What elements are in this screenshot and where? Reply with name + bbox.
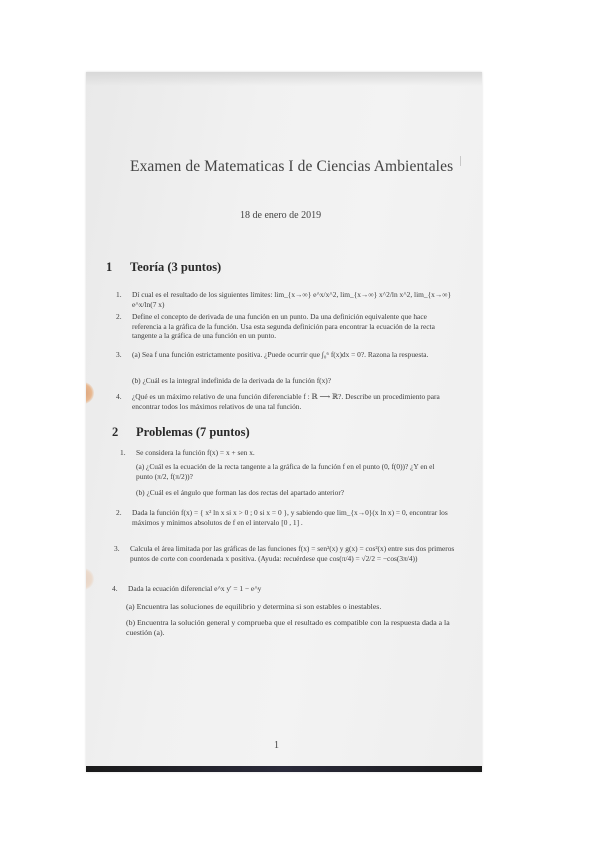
s1-item-3: 3. (a) Sea f una función estrictamente positiva. ¿Puede ocurrir que ∫₀⁶ f(x)dx = 0?. Razona la respuesta. (b) ¿Cuál es la integral indefinida de la derivada de la función f(x)? bbox=[116, 350, 456, 390]
margin-mark bbox=[460, 156, 461, 166]
section-1-number: 1 bbox=[106, 260, 113, 274]
exam-title: Examen de Matematicas I de Ciencias Ambientales bbox=[130, 158, 454, 175]
table-edge bbox=[86, 766, 482, 772]
s2-item-4a: (a) Encuentra las soluciones de equilibrio y determina si son estables o inestables. bbox=[126, 602, 382, 611]
s2-item-1: 1. Se considera la función f(x) = x + sen x. (a) ¿Cuál es la ecuación de la recta tangente a la gráfica de la función f en el punto (0, f(0))? ¿Y en el punto (π/2, f(π/2))? (b) ¿Cuál es el ángulo que forman las dos rectas del apartado anterior? bbox=[120, 448, 460, 508]
s1-item-2: 2. Define el concepto de derivada de una función en un punto. Da una definición equivalente que hace referencia a la gráfica de la función. Usa esta segunda definición para encontrar la ecuación de la recta tangente a la gráfica de una función en un punto. bbox=[116, 312, 456, 344]
s2-item-3: 3. Calcula el área limitada por las gráficas de las funciones f(x) = sen²(x) y g(x) = cos²(x) entre sus dos primeros puntos de corte con coordenada x positiva. (Ayuda: recuérdese que cos(π/4) = √2/2 = −cos(3π/4)) bbox=[114, 544, 460, 584]
s1-item-2-text: Define el concepto de derivada de una función en un punto. Da una definición equivalente que hace referencia a la gráfica de la función. Usa esta segunda definición para encontrar la ecuación de la recta tangente a la gráfica de una función en un punto. bbox=[132, 312, 435, 341]
exam-paper bbox=[86, 72, 482, 772]
s1-item-4-text: ¿Qué es un máximo relativo de una función diferenciable f : ℝ ⟶ ℝ?. Describe un procedimiento para encontrar todos los máximos relativos de una tal función. bbox=[132, 392, 440, 411]
s1-item-3b-text: (b) ¿Cuál es la integral indefinida de la derivada de la función f(x)? bbox=[132, 376, 332, 385]
s2-item-4b: (b) Encuentra la solución general y comprueba que el resultado es compatible con la respuesta dada a la cuestión (a). bbox=[126, 618, 450, 637]
section-1-title: Teoría (3 puntos) bbox=[130, 260, 222, 274]
s2-item-1b: (b) ¿Cuál es el ángulo que forman las dos rectas del apartado anterior? bbox=[136, 488, 345, 497]
section-2-number: 2 bbox=[112, 425, 119, 439]
s1-item-1: 1. Dí cual es el resultado de los siguientes límites: lim_{x→∞} e^x/x^2, lim_{x→∞} x^2/ln x^2, lim_{x→∞} e^x/ln(7 x) bbox=[116, 290, 452, 309]
s2-item-2: 2. Dada la función f(x) = { x² ln x si x > 0 ; 0 si x = 0 }, y sabiendo que lim_{x→0}(x ln x) = 0, encontrar los máximos y mínimos absolutos de f en el intervalo [0 , 1] . bbox=[116, 508, 460, 542]
s2-item-1-text: Se considera la función f(x) = x + sen x. bbox=[136, 448, 255, 457]
section-2-title: Problemas (7 puntos) bbox=[136, 425, 250, 439]
s2-item-2-text: Dada la función f(x) = { x² ln x si x > 0 ; 0 si x = 0 }, y sabiendo que lim_{x→0}(x ln x) = 0, encontrar los máximos y mínimos absolutos de f en el intervalo [0 , 1] . bbox=[132, 508, 448, 527]
punch-hole-shadow-lower bbox=[86, 568, 94, 590]
top-shadow bbox=[86, 72, 482, 86]
page-number: 1 bbox=[274, 740, 279, 751]
s2-item-3-text: Calcula el área limitada por las gráficas de las funciones f(x) = sen²(x) y g(x) = cos²(x) entre sus dos primeros puntos de corte con coordenada x positiva. (Ayuda: recuérdese que cos(π/4) = √2/2 = −cos(3π/4)) bbox=[130, 544, 455, 563]
section-1-heading bbox=[106, 260, 221, 275]
punch-hole-shadow bbox=[86, 382, 94, 404]
s1-item-1-text: Dí cual es el resultado de los siguientes límites: lim_{x→∞} e^x/x^2, lim_{x→∞} x^2/ln x^2, lim_{x→∞} e^x/ln(7 x) bbox=[132, 290, 452, 309]
s2-item-1a: (a) ¿Cuál es la ecuación de la recta tangente a la gráfica de la función f en el punto (0, f(0))? ¿Y en el punto (π/2, f(π/2))? bbox=[136, 462, 435, 481]
section-2-heading bbox=[112, 425, 250, 440]
s1-item-4: 4. ¿Qué es un máximo relativo de una función diferenciable f : ℝ ⟶ ℝ?. Describe un procedimiento para encontrar todos los máximos relativos de una tal función. bbox=[116, 392, 456, 414]
s2-item-4: 4. Dada la ecuación diferencial e^x y' = 1 − e^y (a) Encuentra las soluciones de equilibrio y determina si son estables o inestables. (b) Encuentra la solución general y comprueba que el resultado es compatible con la respuesta dada a la cuestión (a). bbox=[112, 584, 462, 664]
s1-item-3a-text: (a) Sea f una función estrictamente positiva. ¿Puede ocurrir que ∫₀⁶ f(x)dx = 0?. Razona la respuesta. bbox=[132, 350, 429, 359]
s2-item-4-text: Dada la ecuación diferencial e^x y' = 1 − e^y bbox=[128, 584, 262, 593]
exam-date: 18 de enero de 2019 bbox=[240, 210, 322, 221]
